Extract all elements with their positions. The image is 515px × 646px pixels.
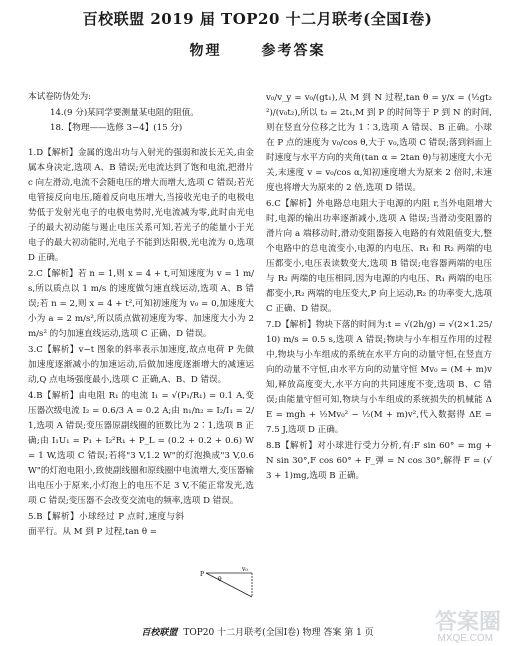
diagram-label-theta: θ xyxy=(218,576,222,583)
velocity-diagram xyxy=(200,567,258,601)
velocity-direction xyxy=(206,573,252,597)
page-subtitle xyxy=(0,40,515,60)
footer-text: TOP20 十二月联考(全国Ⅰ卷) 物理 答案 第 1 页 xyxy=(183,628,374,638)
answer-1: 1.D【解析】金属的逸出功与入射光的强弱和波长无关,由金属本身决定,选项 A、B 错误;光电流达到了饱和电流,把滑片 c 向左滑动,电流不会随电压的增大而增大,选项 C 错误;若光电管接反向电压,随着反向电压增大,当接收光电子的电极电势低于发射光电子的电极电势时,光电流减为零,此时由光电子的最大初动能与遏止电压关系可知,若光子的能量小于光电子的最大初动能时,光电子不能到达阳极,光电流为 0,选项 D 正确。 xyxy=(28,148,254,263)
answer-3: 3.C【解析】v−t 图象的斜率表示加速度,故点电荷 P 先做加速度逐渐减小的加速运动,后做加速度逐渐增大的减速运动,Q 点电场强度最小,选项 C 正确,A、B、D 错误。 xyxy=(28,345,254,385)
anti-fake-item: 14.(9 分)某同学要测量某电阻的阻值。 xyxy=(50,108,199,118)
answer-5: 5.B【解析】小球经过 P 点时,速度与斜面平行。从 M 到 P 过程,tan θ = xyxy=(28,512,184,537)
answer-7: 7.D【解析】物块下落的时间为:t = √(2h/g) = √(2×1.25/10) m/s = 0.5 s,选项 A 错误;物块与小车相互作用的过程中,物块与小车组成的系统在水平方向的动量守恒,在竖直方向的动量不守恒,由水平方向的动量守恒 Mv₀ = (M + m)v 知,释放高度变大,水平方向的共同速度不变,选项 B、C 错误;由能量守恒可知,物块与小车组成的系统损失的机械能 ΔE = mgh + ½Mv₀² − ½(M + m)v²,代入数据得 ΔE = 7.5 J,选项 D 正确。 xyxy=(266,320,492,435)
answer-label: 参考答案 xyxy=(261,43,326,59)
watermark-logo: 答案圈 xyxy=(434,609,501,634)
anti-fake-item: 18.【物理——选修 3−4】(15 分) xyxy=(50,123,183,133)
footer-brand: 百校联盟 xyxy=(141,628,178,638)
answer-6: 6.C【解析】外电路总电阻大于电源的内阻 r,当外电阻增大时,电源的输出功率逐渐减小,选项 A 错误;当滑动变阻器的滑片向 a 端移动时,滑动变阻器接入电路的有效阻值变大,整个电路中的总电流变小,电源的内电压、R₁ 和 R₂ 两端的电压都变小,电压表读数变大,选项 B 错误;电容器两端的电压与 R₂ 两端的电压相同,因为电源的内电压、R₁ 两端的电压都变小,R₂ 两端的电压变大,P 向上运动,R₂ 的功率变大,选项 C 正确、D 错误。 xyxy=(266,199,492,314)
answer-2: 2.C【解析】若 n = 1,则 x = 4 + t,可知速度为 v = 1 m/s,所以质点以 1 m/s 的速度做匀速直线运动,选项 A、B 错误;若 n = 2,则 x = 4 + t²,可知初速度为 v₀ = 0,加速度大小为 a = 2 m/s²,所以质点做初速度为零、加速度大小为 2 m/s² 的匀加速直线运动,选项 C 正确、D 错误。 xyxy=(28,269,254,339)
anti-fake-heading: 本试卷防伪处为: xyxy=(28,92,92,102)
answer-5-cont: v₀/v_y = v₀/(gt₁),从 M 到 N 过程,tan θ = y/x = (½gt₂²)/(v₀t₂),所以 t₂ = 2t₁,M 到 P 的时间等于 P 到 N 的时间,则在竖直分位移之比为 1∶3,选项 A 错误、B 正确。小球在 P 点的速度为 v₀/cos θ,大于 v₀,选项 C 错误;落到斜面上时速度与水平方向的夹角(tan α = 2tan θ)与初速度大小无关,末速度 v = v₀/cos α,知初速度增大为原来 2 倍时,末速度也将增大为原来的 2 倍,选项 D 错误。 xyxy=(266,93,492,193)
watermark-url: MXQE.COM xyxy=(437,633,493,644)
answer-8: 8.B【解析】对小球进行受力分析,有:F sin 60° = mg + N sin 30°,F cos 60° + F_弹 = N cos 30°,解得 F = (√3 + 1)mg,选项 B 正确。 xyxy=(266,441,492,481)
right-column xyxy=(266,90,492,484)
diagram-label-v0: v₀ xyxy=(242,567,248,573)
page-title: 百校联盟 2019 届 TOP20 十二月联考(全国Ⅰ卷) xyxy=(82,10,433,28)
left-column xyxy=(28,90,254,540)
answer-4: 4.B【解析】由电阻 R₁ 的电流 I₁ = √(P₁/R₁) = 0.1 A,变压器次级电流 I₂ = 0.6/3 A = 0.2 A;由 n₁/n₂ = I₂/I₁ = 2/1,选项 A 错误;变压器原副线圈的匝数比为 2∶1,选项 B 正确;由 I₁U₁ = P₁ + I₂²R₁ + P_L = (0.2 + 0.2 + 0.6) W = 1 W,选项 C 错误;若将"3 V,1.2 W"的灯泡换成"3 V,0.6 W"的灯泡电阻小,致使副线圈和原线圈中电流增大,变压器输出电压小于原来,小灯泡上的电压不足 3 V,不能正常发光,选项 C 错误;变压器不会改变交流电的频率,选项 D 错误。 xyxy=(28,391,254,506)
subject-label: 物理 xyxy=(189,43,222,59)
diagram-label-p: P xyxy=(200,571,205,578)
